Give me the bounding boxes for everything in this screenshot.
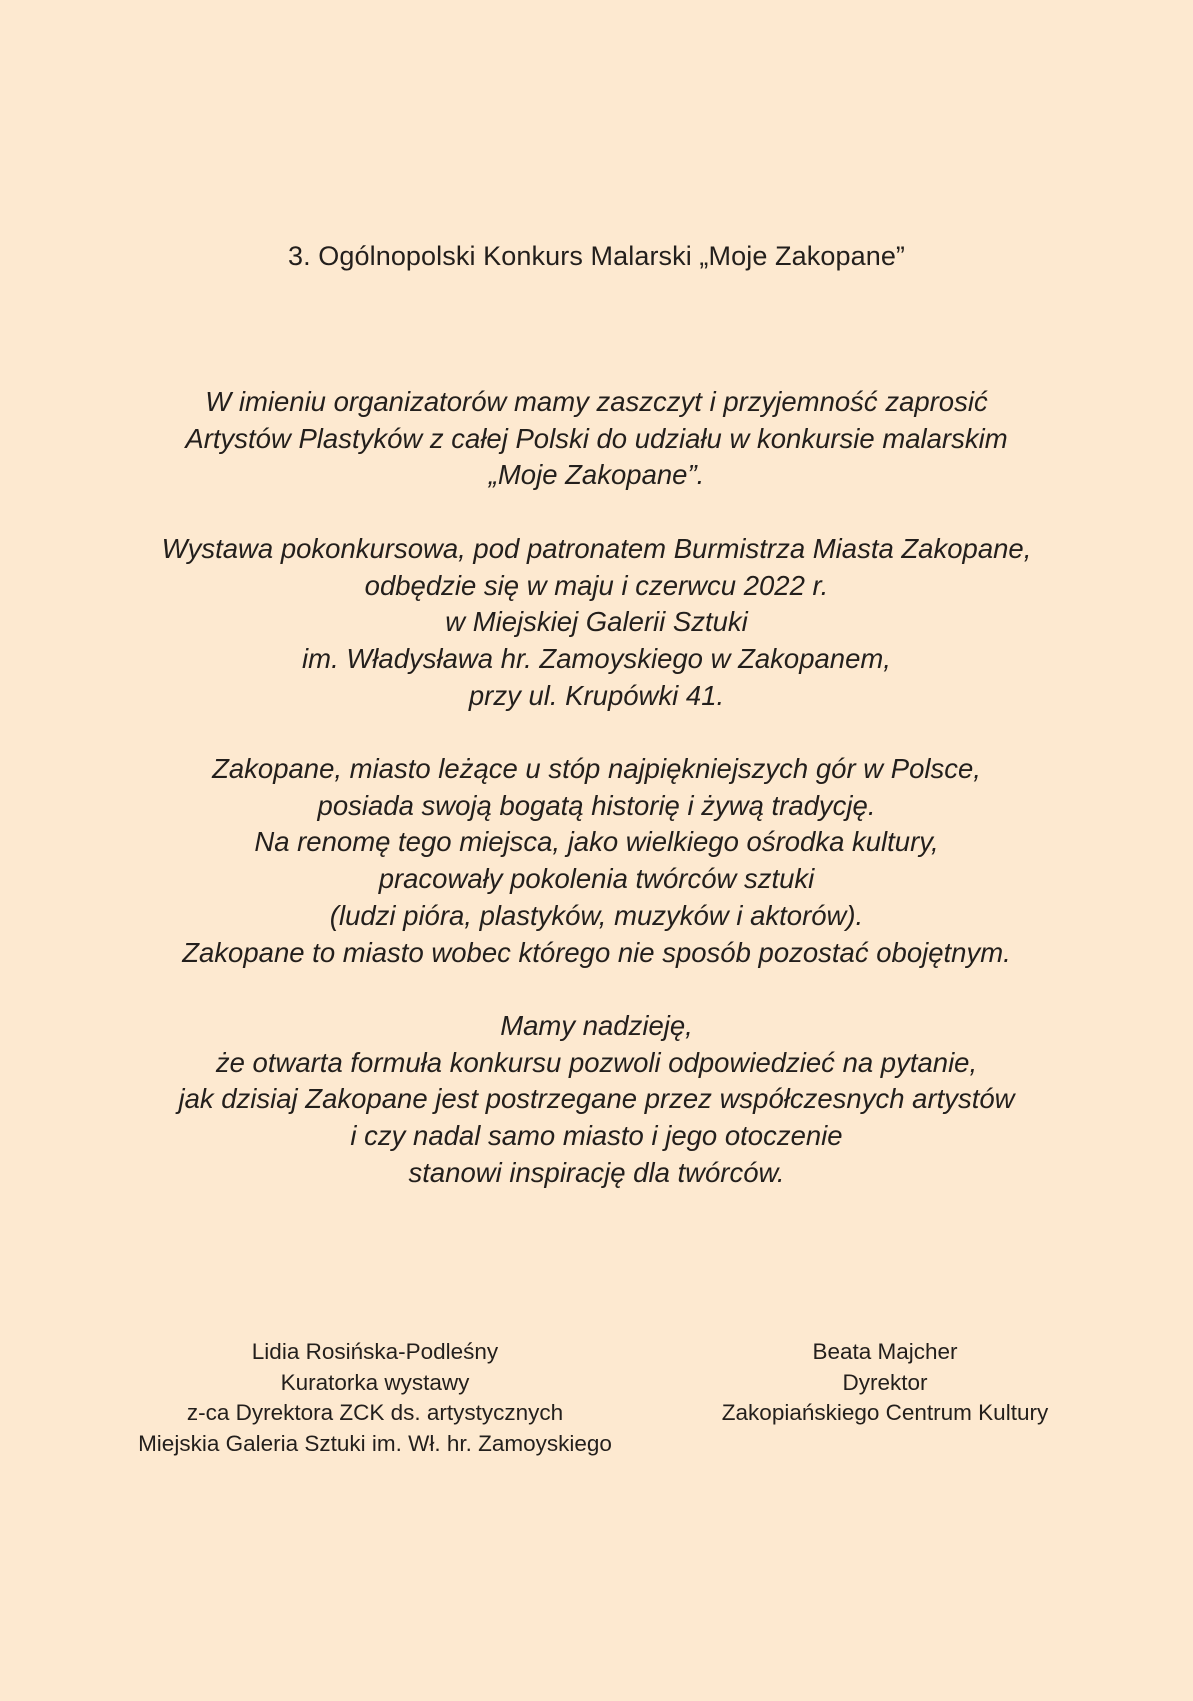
signatory-institution: Miejskia Galeria Sztuki im. Wł. hr. Zamoyskiego	[138, 1430, 612, 1456]
signature-curator	[75, 1337, 675, 1459]
text-line: pracowały pokolenia twórców sztuki	[378, 863, 815, 895]
text-line: w Miejskiej Galerii Sztuki	[445, 606, 748, 638]
paragraph-invitation	[0, 384, 1193, 494]
paragraph-zakopane	[0, 751, 1193, 971]
text-line: „Moje Zakopane”.	[488, 459, 705, 491]
text-line: W imieniu organizatorów mamy zaszczyt i przyjemność zaprosić	[205, 386, 988, 417]
signatory-role: Dyrektor	[842, 1369, 928, 1395]
text-line: Wystawa pokonkursowa, pod patronatem Burmistrza Miasta Zakopane,	[161, 532, 1032, 564]
text-line: i czy nadal samo miasto i jego otoczenie	[350, 1120, 843, 1152]
paragraph-exhibition	[0, 531, 1193, 715]
signatory-institution: Zakopiańskiego Centrum Kultury	[721, 1400, 1049, 1425]
document-title: 3. Ogólnopolski Konkurs Malarski „Moje Zakopane”	[287, 241, 906, 271]
signatory-role: z-ca Dyrektora ZCK ds. artystycznych	[186, 1400, 564, 1425]
signatory-name: Lidia Rosińska-Podleśny	[251, 1339, 499, 1364]
text-line: Artystów Plastyków z całej Polski do udziału w konkursie malarskim	[185, 422, 1008, 454]
text-line: Zakopane, miasto leżące u stóp najpiękniejszych gór w Polsce,	[212, 753, 981, 784]
signatory-role: Kuratorka wystawy	[280, 1369, 470, 1395]
text-line: że otwarta formuła konkursu pozwoli odpowiedzieć na pytanie,	[215, 1046, 978, 1078]
signatory-name: Beata Majcher	[812, 1339, 958, 1364]
text-line: jak dzisiaj Zakopane jest postrzegane przez współczesnych artystów	[178, 1083, 1015, 1115]
text-line: im. Władysława hr. Zamoyskiego w Zakopanem,	[302, 642, 891, 674]
text-line: posiada swoją bogatą historię i żywą tradycję.	[317, 789, 876, 821]
signature-director	[685, 1337, 1085, 1429]
text-line: przy ul. Krupówki 41.	[468, 679, 725, 711]
paragraph-hope	[0, 1008, 1193, 1192]
text-line: Na renomę tego miejsca, jako wielkiego ośrodka kultury,	[254, 826, 939, 858]
text-line: Zakopane to miasto wobec którego nie sposób pozostać obojętnym.	[182, 936, 1011, 968]
text-line: (ludzi pióra, plastyków, muzyków i aktorów).	[329, 899, 864, 931]
text-line: odbędzie się w maju i czerwcu 2022 r.	[364, 569, 829, 601]
invitation-body	[0, 384, 1193, 1191]
text-line: stanowi inspirację dla twórców.	[408, 1156, 785, 1188]
text-line: Mamy nadzieję,	[500, 1009, 693, 1041]
